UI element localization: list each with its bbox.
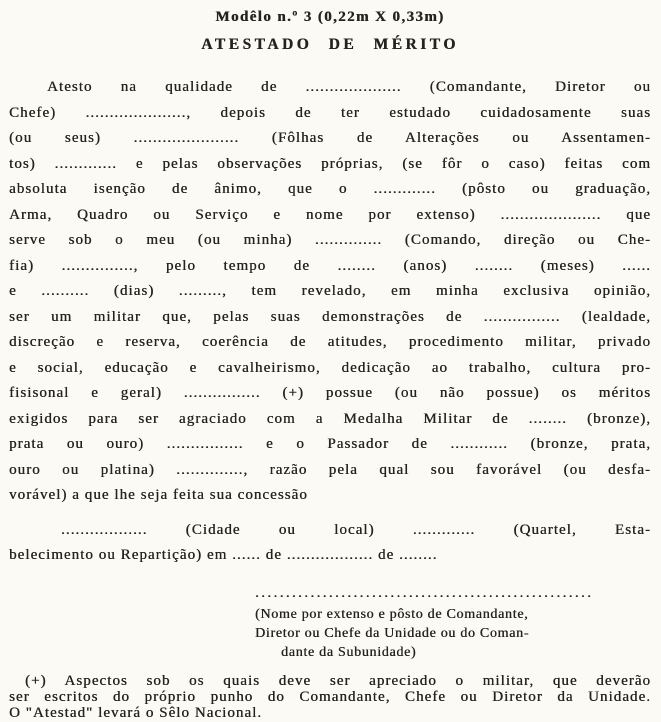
body-line: e social, educação e cavalheirismo, dedicação ao trabalho, cultura pro-: [9, 359, 651, 376]
body-line: Atesto na qualidade de .................... (Comandante, Diretor ou: [47, 79, 651, 95]
signature-block: [255, 585, 627, 662]
model-size-header: Modêlo n.º 3 (0,22m X 0,33m): [215, 9, 445, 25]
place-date-line: belecimento ou Repartição) em ...... de .................. de ........: [9, 547, 438, 563]
place-date-section: [9, 518, 651, 569]
body-line: vorável) a que lhe seja feita sua concessão: [9, 487, 308, 503]
signature-caption: [255, 605, 627, 662]
signature-caption-line: (Nome por extenso e pôsto de Comandante,: [255, 606, 529, 622]
body-line: serve sob o meu (ou minha) .............. (Comando, direção ou Che-: [9, 232, 651, 248]
body-line: exigidos para ser agraciado com a Medalha Militar de ........ (bronze),: [9, 410, 651, 427]
signature-dotted-line: .......................................................: [255, 584, 594, 601]
body-line: fia) ..............., pelo tempo de ........ (anos) ........ (meses) ......: [9, 257, 651, 274]
signature-caption-line: dante da Subunidade): [281, 644, 417, 660]
body-line: absoluta isenção de ânimo, que o ............. (pôsto ou graduação,: [9, 181, 651, 197]
body-line: ser um militar que, pelas suas demonstrações de ................ (lealdade,: [9, 308, 651, 325]
body-line: fisisonal e geral) ................ (+) possue (ou não possue) os méritos: [9, 385, 651, 401]
body-line: Arma, Quadro ou Serviço e nome por extenso) ..................... que: [9, 206, 651, 223]
place-date-line: .................. (Cidade ou local) ............. (Quartel, Esta-: [61, 521, 651, 538]
body-line: Chefe) ....................., depois de ter estudado cuidadosamente suas: [9, 104, 651, 121]
body-line: (ou seus) ...................... (Fôlhas de Alterações ou Assentamen-: [9, 130, 651, 146]
signature-caption-line: Diretor ou Chefe da Unidade ou do Coman-: [255, 625, 530, 641]
footnote-line: ser escritos do próprio punho do Comandante, Chefe ou Diretor da Unidade.: [9, 688, 651, 705]
footnote-line: (+) Aspectos sob os quais deve ser apreciado o militar, que deverão: [25, 672, 651, 689]
body-line: discreção e reserva, coerência de atitudes, procedimento militar, privado: [9, 334, 651, 350]
attestation-body: [9, 75, 651, 509]
body-line: tos) ............. e pelas observações próprias, (se fôr o caso) feitas com: [9, 155, 651, 172]
body-line: prata ou ouro) ................ e o Passador de ............ (bronze, prata,: [9, 436, 651, 452]
body-line: e .......... (dias) ........., tem revelado, em minha exclusiva opinião,: [9, 283, 651, 299]
document-title: ATESTADO DE MÉRITO: [201, 36, 459, 53]
footnote-line: O "Atestad" levará o Sêlo Nacional.: [9, 704, 263, 721]
body-line: ouro ou platina) .............., razão pela qual sou favorável (ou desfa-: [9, 461, 651, 478]
footnote-section: [9, 673, 651, 721]
